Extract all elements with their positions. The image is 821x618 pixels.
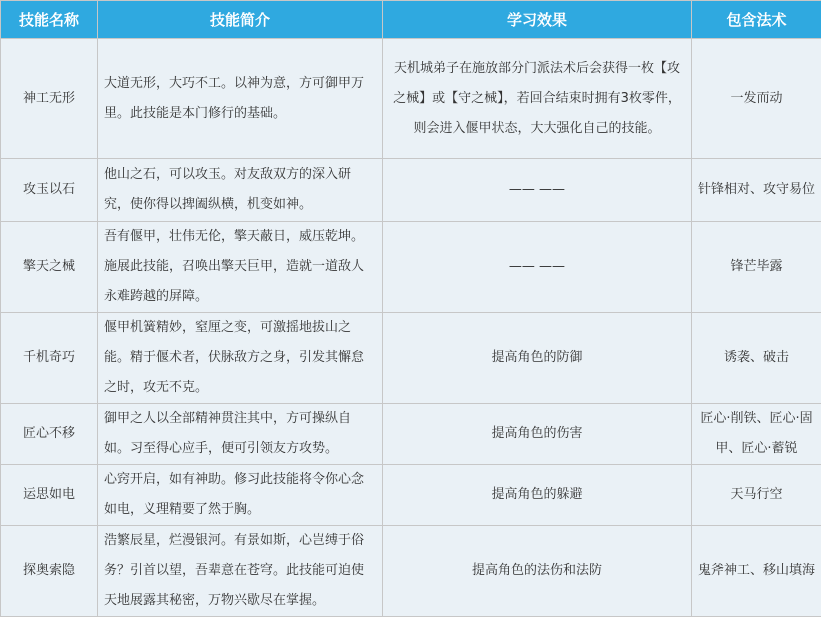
header-included-spells: 包含法术 [692,1,821,39]
skill-name-cell: 匠心不移 [1,404,98,465]
learning-effect-cell: —— —— [383,222,692,313]
skill-name-cell: 神工无形 [1,39,98,159]
header-learning-effect: 学习效果 [383,1,692,39]
learning-effect-cell: 天机城弟子在施放部分门派法术后会获得一枚【攻之械】或【守之械】，若回合结束时拥有3枚零件，则会进入偃甲状态，大大强化自己的技能。 [383,39,692,159]
included-spells-cell: 一发而动 [692,39,821,159]
header-skill-intro: 技能简介 [98,1,383,39]
included-spells-cell: 针锋相对、攻守易位 [692,159,821,222]
skill-name-cell: 擎天之械 [1,222,98,313]
skill-intro-cell: 偃甲机簧精妙，窒厘之变，可激摇地拔山之能。精于偃术者，伏脉敌方之身，引发其懈怠之时，攻无不克。 [98,313,383,404]
table-header [1,1,821,39]
skill-intro-cell: 御甲之人以全部精神贯注其中，方可操纵自如。习至得心应手，便可引领友方攻势。 [98,404,383,465]
skill-name-cell: 运思如电 [1,465,98,526]
table-row [1,159,821,222]
skill-intro-cell: 他山之石，可以攻玉。对友敌双方的深入研究，使你得以捭阖纵横，机变如神。 [98,159,383,222]
table-row [1,39,821,159]
table-row [1,404,821,465]
skill-intro-cell: 心窍开启，如有神助。修习此技能将令你心念如电，义理精要了然于胸。 [98,465,383,526]
table-row [1,465,821,526]
table-body [1,39,821,617]
skill-intro-cell: 吾有偃甲，壮伟无伦，擎天蔽日，威压乾坤。施展此技能，召唤出擎天巨甲，造就一道敌人永难跨越的屏障。 [98,222,383,313]
learning-effect-cell: 提高角色的躲避 [383,465,692,526]
learning-effect-cell: 提高角色的伤害 [383,404,692,465]
skill-intro-cell: 浩繁辰星，烂漫银河。有景如斯，心岂缚于俗务？引首以望，吾辈意在苍穹。此技能可迫使天地展露其秘密，万物兴歇尽在掌握。 [98,526,383,617]
table-row [1,313,821,404]
included-spells-cell: 天马行空 [692,465,821,526]
skill-intro-cell: 大道无形，大巧不工。以神为意，方可御甲万里。此技能是本门修行的基础。 [98,39,383,159]
learning-effect-cell: 提高角色的防御 [383,313,692,404]
learning-effect-cell: 提高角色的法伤和法防 [383,526,692,617]
skill-name-cell: 千机奇巧 [1,313,98,404]
included-spells-cell: 匠心·削铁、匠心·固甲、匠心·蓄锐 [692,404,821,465]
included-spells-cell: 鬼斧神工、移山填海 [692,526,821,617]
learning-effect-cell: —— —— [383,159,692,222]
included-spells-cell: 锋芒毕露 [692,222,821,313]
table-row [1,526,821,617]
skill-name-cell: 攻玉以石 [1,159,98,222]
header-row [1,1,821,39]
table-row [1,222,821,313]
header-skill-name: 技能名称 [1,1,98,39]
included-spells-cell: 诱袭、破击 [692,313,821,404]
skill-name-cell: 探奥索隐 [1,526,98,617]
